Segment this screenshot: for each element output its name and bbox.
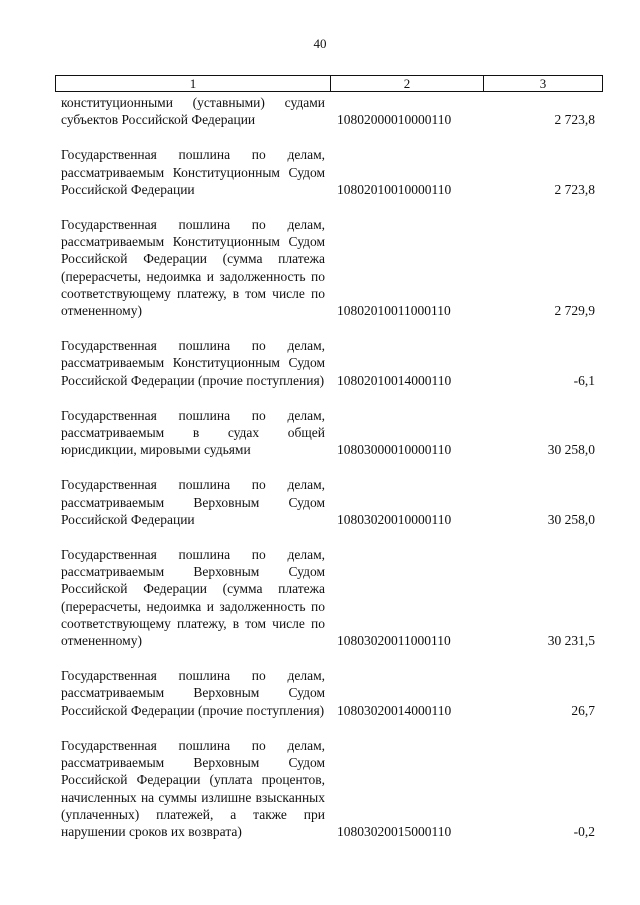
header-col-3: 3 — [539, 76, 547, 91]
row-code: 10803000010000110 — [337, 442, 452, 458]
row-description: Государственная пошлина по делам, рассматриваемым Конституционным Судом Российской Федерации (сумма платежа (перерасчеты, недоимка и задолженность по соответствующему платежу, в том числе по отмененному) — [61, 217, 325, 319]
header-col-2: 2 — [331, 76, 484, 91]
row-amount: -0,2 — [573, 823, 595, 839]
row-amount: 30 258,0 — [547, 511, 595, 527]
row-code: 10803020014000110 — [337, 702, 452, 718]
row-description: Государственная пошлина по делам, рассматриваемым Конституционным Судом Российской Федерации (прочие поступления) — [61, 338, 325, 388]
table-row — [55, 546, 603, 649]
row-description: Государственная пошлина по делам, рассматриваемым Верховным Судом Российской Федерации — [61, 477, 325, 527]
row-amount: 2 723,8 — [554, 181, 595, 197]
row-description: Государственная пошлина по делам, рассматриваемым в судах общей юрисдикции, мировыми судьями — [61, 407, 325, 458]
row-amount: 30 231,5 — [547, 633, 595, 649]
table-row — [55, 216, 603, 319]
row-code: 10802010010000110 — [337, 181, 452, 197]
row-code: 10802010014000110 — [337, 372, 452, 388]
row-description: Государственная пошлина по делам, рассматриваемым Конституционным Судом Российской Федерации — [61, 147, 325, 197]
budget-table — [55, 75, 603, 840]
table-header — [55, 75, 603, 92]
row-amount: 2 723,8 — [554, 112, 595, 128]
row-code: 10803020010000110 — [337, 511, 452, 527]
table-row — [55, 667, 603, 719]
header-col-1: 1 — [56, 76, 331, 91]
row-description: Государственная пошлина по делам, рассматриваемым Верховным Судом Российской Федерации (уплата процентов, начисленных на суммы излишне взысканных (уплаченных) платежей, а также при нарушении сроков их возврата) — [61, 737, 325, 839]
row-amount: -6,1 — [573, 372, 595, 388]
table-row — [55, 94, 603, 128]
page-number: 40 — [313, 36, 327, 51]
row-description: Государственная пошлина по делам, рассматриваемым Верховным Судом Российской Федерации (сумма платежа (перерасчеты, недоимка и задолженность по соответствующему платежу, в том числе по отмененному) — [61, 547, 325, 649]
row-amount: 2 729,9 — [554, 303, 595, 319]
row-description: Государственная пошлина по делам, рассматриваемым Верховным Судом Российской Федерации (прочие поступления) — [61, 668, 325, 718]
table-row — [55, 407, 603, 459]
row-amount: 30 258,0 — [547, 442, 595, 458]
row-code: 10802010011000110 — [337, 303, 451, 319]
table-row — [55, 476, 603, 528]
table-row — [55, 146, 603, 198]
row-amount: 26,7 — [571, 702, 595, 718]
table-row — [55, 337, 603, 389]
row-code: 10803020015000110 — [337, 823, 452, 839]
row-code: 10803020011000110 — [337, 633, 451, 649]
table-row — [55, 737, 603, 840]
row-code: 10802000010000110 — [337, 112, 452, 128]
row-description: конституционными (уставными) судами субъектов Российской Федерации — [61, 95, 325, 128]
